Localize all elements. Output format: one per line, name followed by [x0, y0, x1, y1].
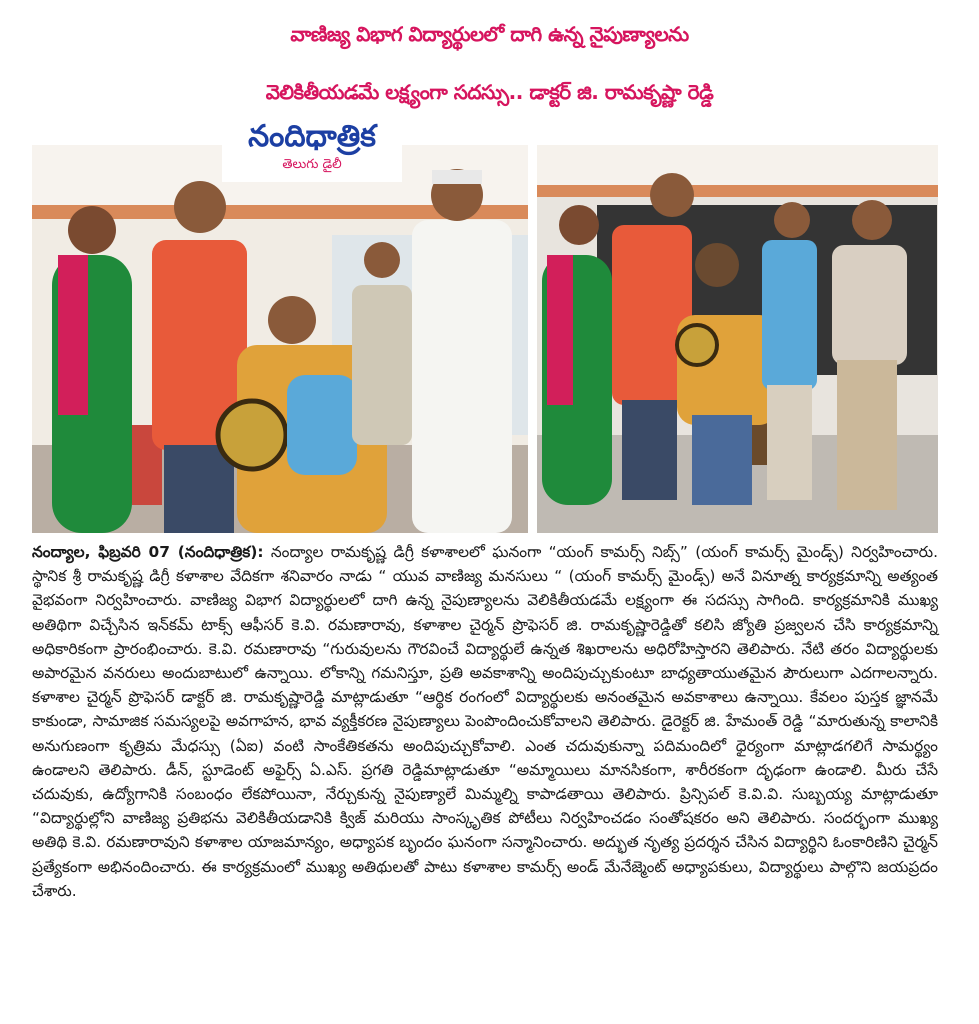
- article-text: నంద్యాల రామకృష్ణ డిగ్రీ కళాశాలలో ఘనంగా “యంగ్ కామర్స్ నిబ్స్” (యంగ్ కామర్స్ మైండ్స్) నిర్వహించారు. స్థానిక శ్రీ రామకృష్ణ డిగ్రీ కళాశాల వేదికగా శనివారం నాడు “ యువ వాణిజ్య మనసులు “ (యంగ్ కామర్స్ మైండ్స్) అనే వినూత్న కార్యక్రమాన్ని అత్యంత వైభవంగా నిర్వహించారు. వాణిజ్య విభాగ విద్యార్థులలో దాగి ఉన్న నైపుణ్యాలను వెలికితీయడమే లక్ష్యంగా ఈ సదస్సు సాగింది. కార్యక్రమానికి ముఖ్య అతిథిగా విచ్చేసిన ఇన్‌కమ్ టాక్స్ ఆఫీసర్ కె.వి. రమణారావు, కళాశాల చైర్మన్ ప్రొఫెసర్ జి. రామకృష్ణారెడ్డితో కలిసి జ్యోతి ప్రజ్వలన చేసి కార్యక్రమాన్ని అధికారికంగా ప్రారంభించారు. కె.వి. రమణారావు “గురువులను గౌరవించే విద్యార్థులే ఉన్నత శిఖరాలను అధిరోహిస్తారని తెలిపారు. నేటి తరం విద్యార్థులకు అపారమైన వనరులు అందుబాటులో ఉన్నాయి. లోకాన్ని గమనిస్తూ, ప్రతి అవకాశాన్ని అందిపుచ్చుకుంటూ బాధ్యతాయుతమైన పౌరులుగా ఎదగాలన్నారు. కళాశాల చైర్మన్ ప్రొఫెసర్ డాక్టర్ జి. రామకృష్ణారెడ్డి మాట్లాడుతూ “ఆర్థిక రంగంలో విద్యార్థులకు అనంతమైన అవకాశాలు ఉన్నాయి. కేవలం పుస్తక జ్ఞానమే కాకుండా, సామాజిక సమస్యలపై అవగాహన, భావ వ్యక్తీకరణ నైపుణ్యాలు పెంపొందించుకోవాలని తెలిపారు. డైరెక్టర్ జి. హేమంత్ రెడ్డి “మారుతున్న కాలానికి అనుగుణంగా కృత్రిమ మేధస్సు (ఏఐ) వంటి సాంకేతికతను అందిపుచ్చుకోవాలి. ఎంత చదువుకున్నా పదిమందిలో ధైర్యంగా మాట్లాడగలిగే సామర్థ్యం ఉండాలని తెలిపారు. డీన్, స్టూడెంట్ అఫైర్స్ ఏ.ఎస్. ప్రగతి రెడ్డిమాట్లాడుతూ “అమ్మాయిలు మానసికంగా, శారీరకంగా దృఢంగా ఉండాలి. మీరు చేసే చదువుకు, ఉద్యోగానికి సంబంధం లేకపోయినా, నేర్చుకున్న నైపుణ్యాలే మిమ్మల్ని కాపాడతాయి తెలిపారు. ప్రిన్సిపల్ కె.వి.వి. సుబ్బయ్య మాట్లాడుతూ “విద్యార్థుల్లోని వాణిజ్య ప్రతిభను వెలికితీయడానికి క్విజ్ మరియు సాంస్కృతిక పోటీలు నిర్వహించడం సంతోషకరం అని తెలిపారు. సందర్భంగా ముఖ్య అతిథి కె.వి. రమణారావుని కళాశాల యాజమాన్యం, అధ్యాపక బృందం ఘనంగా సన్మానించారు. అద్భుత నృత్య ప్రదర్శన చేసిన విద్యార్థిని ఓంకారిణిని చైర్మన్ ప్రత్యేకంగా అభినందించారు. ఈ కార్యక్రమంలో ముఖ్య అతిథులతో పాటు కళాశాల కామర్స్ అండ్ మేనేజ్మెంట్ అధ్యాపకులు, విద్యార్థులు పాల్గొని జయప్రదం చేశారు.: [32, 543, 938, 900]
- article-body: [32, 540, 938, 903]
- newspaper-masthead: [222, 118, 402, 182]
- masthead-tagline: తెలుగు డైలీ: [282, 157, 342, 172]
- masthead-name: నందిధాత్రిక: [248, 119, 376, 154]
- headline-line-2: వెలికితీయడమే లక్ష్యంగా సదస్సు.. డాక్టర్ జి. రామకృష్ణా రెడ్డి: [265, 80, 714, 104]
- event-photo-right-illustration: [537, 145, 938, 533]
- photo-student-felicitation: [537, 145, 938, 533]
- article-dateline: నంద్యాల, ఫిబ్రవరి 07 (నందిధాత్రిక):: [32, 543, 264, 561]
- headline-line-1: వాణిజ్య విభాగ విద్యార్థులలో దాగి ఉన్న నైపుణ్యాలను: [290, 22, 689, 46]
- photo-felicitation-chief-guest: [32, 145, 528, 533]
- event-photo-left-illustration: [32, 145, 528, 533]
